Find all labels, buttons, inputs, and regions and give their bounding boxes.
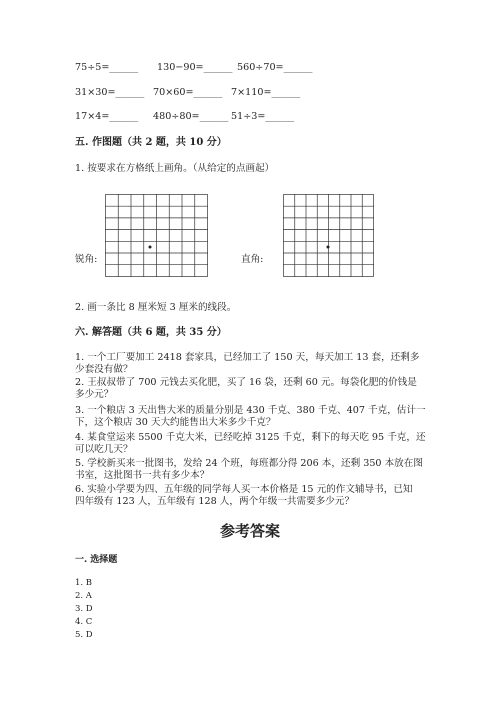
answer-item: 4. C: [75, 617, 93, 627]
acute-angle-label: 锐角:: [75, 254, 98, 265]
grid-paper-right[interactable]: [283, 194, 375, 278]
start-point: [149, 246, 152, 249]
question-text: 2. 画一条比 8 厘米短 3 厘米的线段。: [75, 302, 237, 313]
problem-line: 1. 一个工厂要加工 2418 套家具，已经加工了 150 天，每天加工 13 套，还剩多: [75, 352, 420, 363]
section-5-heading: 五. 作图题（共 2 题，共 10 分）: [75, 137, 227, 148]
answers-title: 参考答案: [219, 522, 280, 540]
problem-line: 可以吃几天？: [75, 444, 133, 455]
problem-line: 少套没有做？: [75, 364, 133, 375]
problem-line: 2. 王叔叔带了 700 元钱去买化肥，买了 16 袋，还剩 60 元。每袋化肥的价钱是: [75, 377, 417, 388]
answers-section-heading: 一. 选择题: [75, 555, 118, 565]
problem-line: 四年级有 123 人，五年级有 128 人，两个年级一共需要多少元？: [75, 496, 355, 507]
start-point: [327, 246, 330, 249]
problem-line: 下，这个粮店 30 天大约能售出大米多少千克？: [75, 417, 276, 428]
problem-line: 6. 实验小学要为四、五年级的同学每人买一本价格是 15 元的作文辅导书，已知: [75, 484, 413, 495]
calc-item: 130−90=______: [157, 62, 233, 73]
answer-item: 2. A: [75, 591, 92, 601]
problem-line: 3. 一个粮店 3 天出售大米的质量分别是 430 千克、380 千克、407 千克，估计一: [75, 405, 426, 416]
calc-item: 51÷3=______: [231, 111, 295, 122]
problem-line: 5. 学校新买来一批图书，发给 24 个班，每班都分得 206 本，还剩 350 本放在图: [75, 458, 423, 469]
section-6-heading: 六. 解答题（共 6 题，共 35 分）: [75, 327, 227, 338]
calc-item: 560÷70=______: [237, 62, 313, 73]
calc-item: 70×60=______: [153, 87, 223, 98]
problem-line: 书室，这批图书一共有多少本？: [75, 470, 210, 481]
problem-line: 4. 某食堂运来 5500 千克大米，已经吃掉 3125 千克，剩下的每天吃 95 千克，还: [75, 432, 426, 443]
calc-item: 7×110=______: [231, 87, 301, 98]
question-text: 1. 按要求在方格纸上画角。（从给定的点画起）: [75, 163, 275, 174]
answer-item: 1. B: [75, 578, 93, 588]
calc-item: 75÷5=______: [75, 62, 139, 73]
problem-line: 多少元？: [75, 389, 114, 400]
calc-item: 480÷80=______: [153, 111, 229, 122]
calc-item: 31×30=______: [75, 87, 145, 98]
calc-item: 17×4=______: [75, 111, 139, 122]
answer-item: 3. D: [75, 604, 93, 614]
answer-item: 5. D: [75, 630, 93, 640]
right-angle-label: 直角:: [241, 254, 264, 265]
grid-paper-acute[interactable]: [105, 194, 209, 278]
